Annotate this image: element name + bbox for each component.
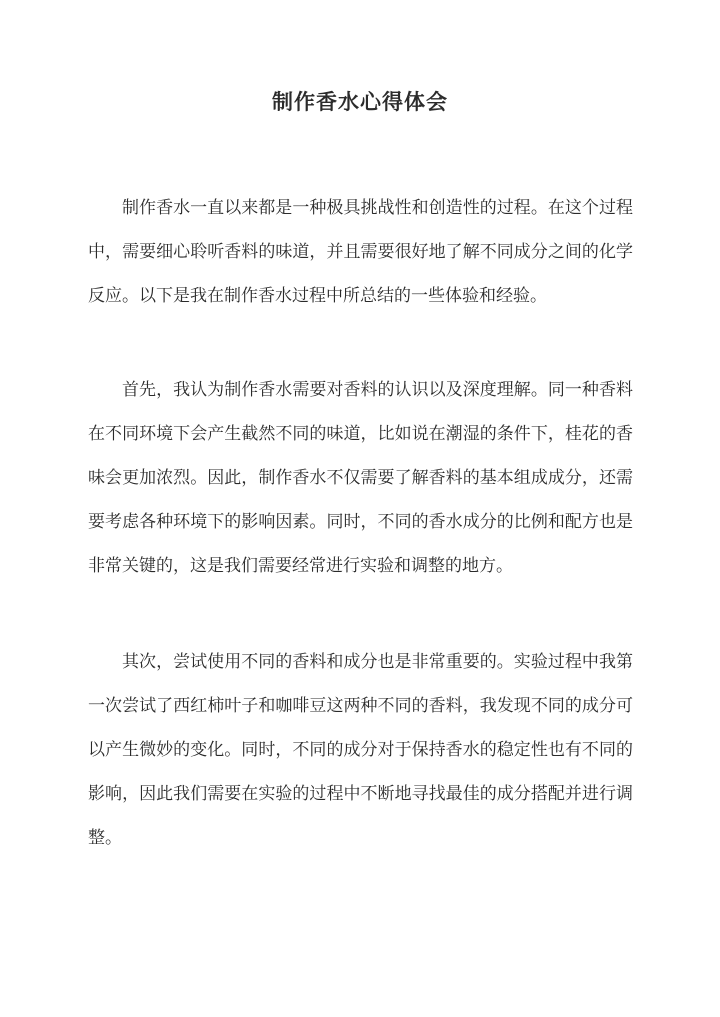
paragraph-second-point: 其次，尝试使用不同的香料和成分也是非常重要的。实验过程中我第一次尝试了西红柿叶子和咖啡豆这两种不同的香料，我发现不同的成分可以产生微妙的变化。同时，不同的成分对于保持香水的稳定性也有不同的影响，因此我们需要在实验的过程中不断地寻找最佳的成分搭配并进行调整。: [88, 652, 633, 848]
document-title: 制作香水心得体会: [272, 89, 448, 114]
paragraph-first-point: 首先，我认为制作香水需要对香料的认识以及深度理解。同一种香料在不同环境下会产生截然不同的味道，比如说在潮湿的条件下，桂花的香味会更加浓烈。因此，制作香水不仅需要了解香料的基本组成成分，还需要考虑各种环境下的影响因素。同时，不同的香水成分的比例和配方也是非常关键的，这是我们需要经常进行实验和调整的地方。: [88, 380, 633, 576]
paragraph-intro: 制作香水一直以来都是一种极具挑战性和创造性的过程。在这个过程中，需要细心聆听香料的味道，并且需要很好地了解不同成分之间的化学反应。以下是我在制作香水过程中所总结的一些体验和经验。: [88, 198, 633, 306]
